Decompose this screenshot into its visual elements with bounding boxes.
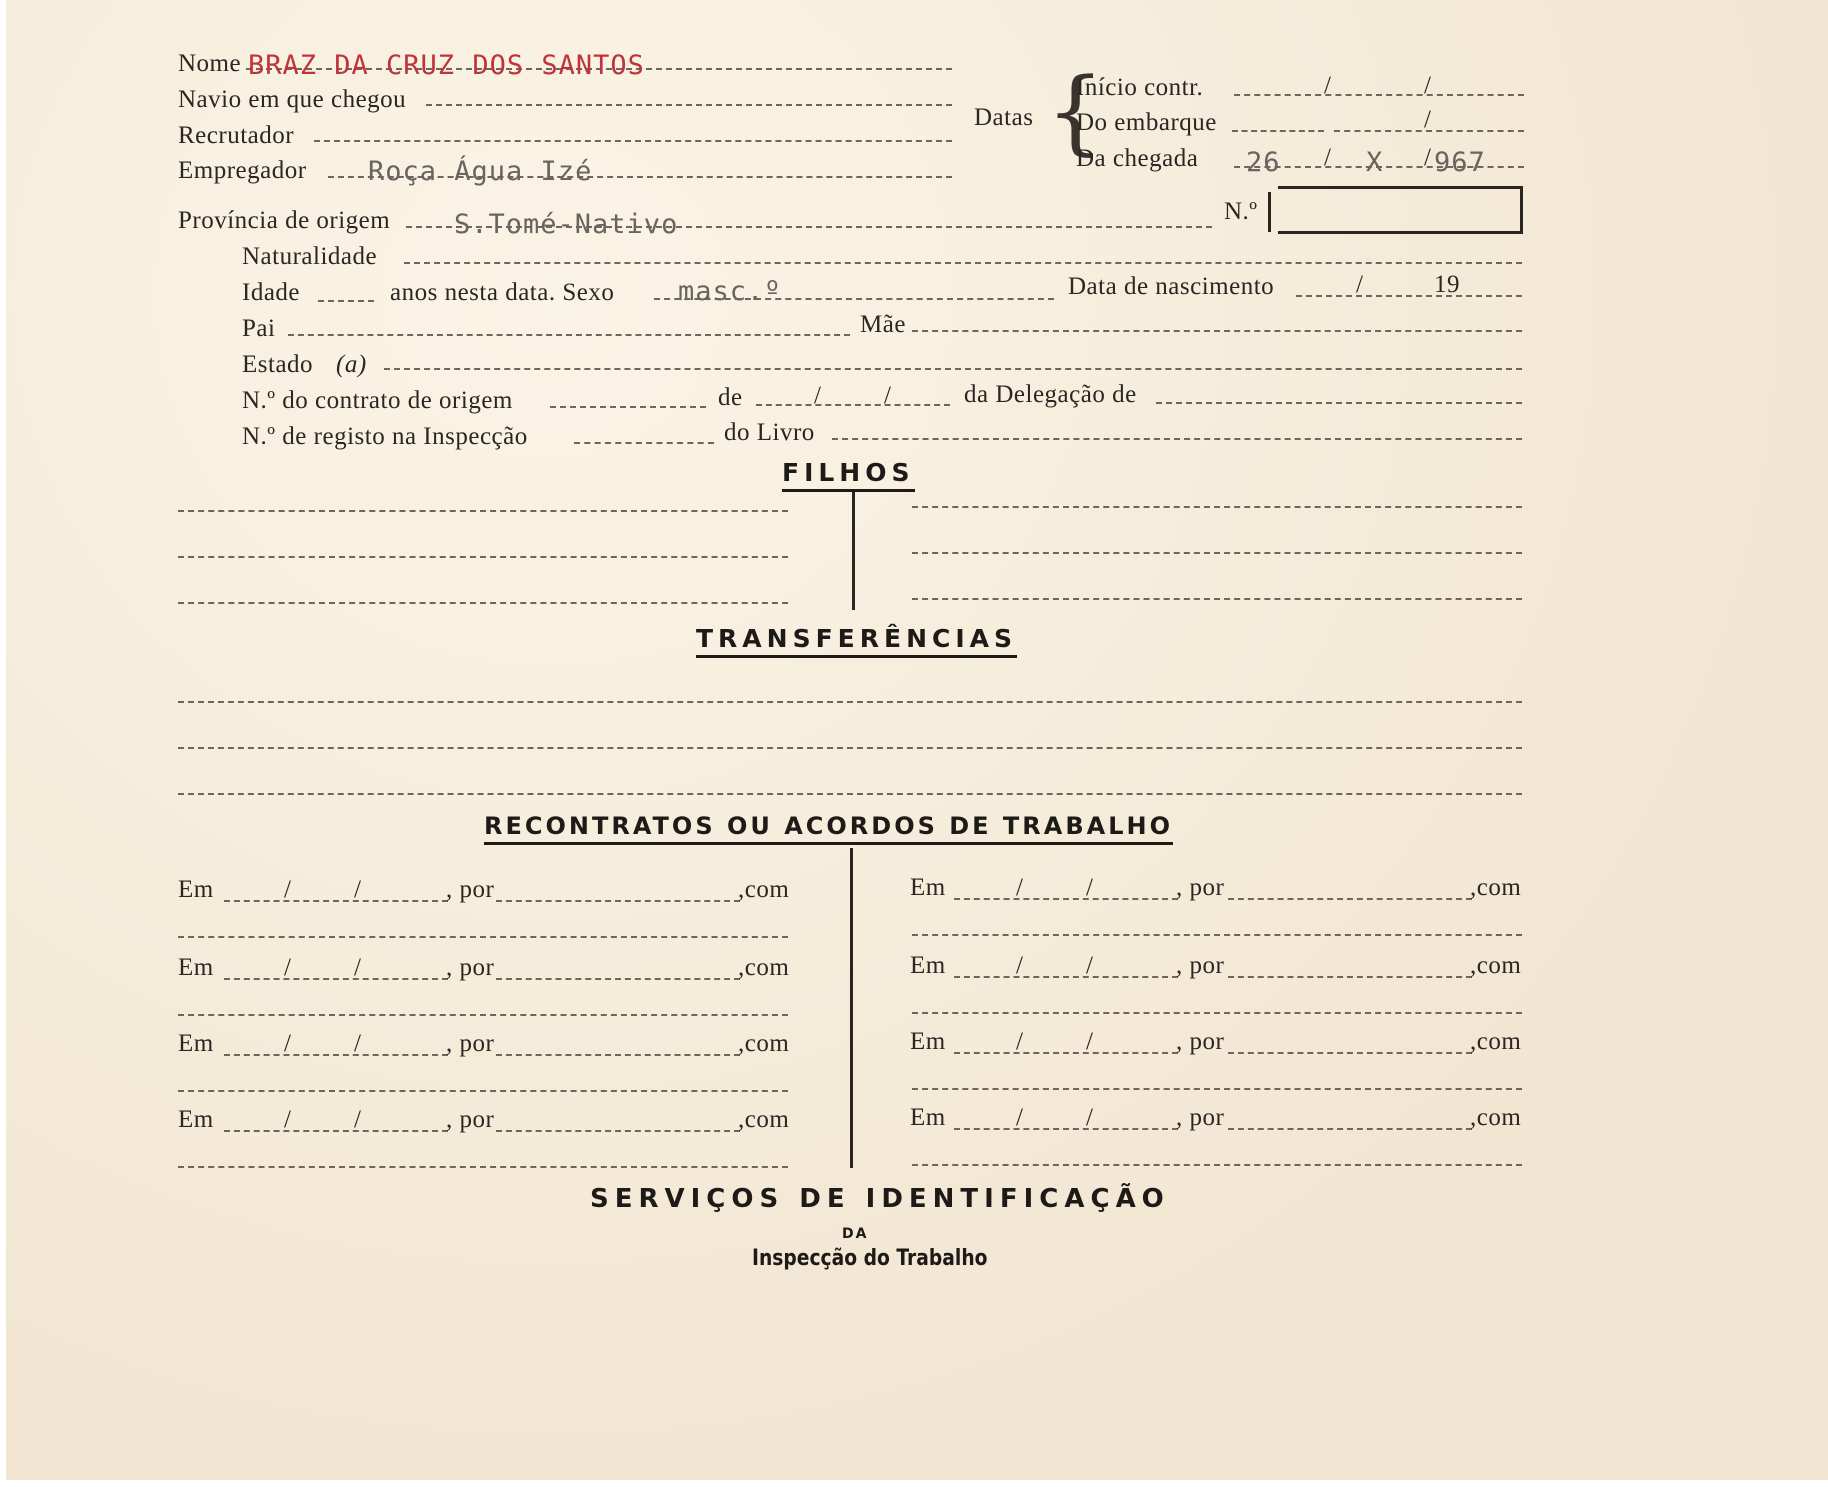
brace-icon: { (1046, 58, 1105, 165)
em-date-line[interactable] (224, 1054, 448, 1056)
date-slash-2: / (354, 1030, 361, 1057)
navio-line[interactable] (426, 104, 952, 106)
com-label: ,com (1470, 1028, 1522, 1055)
em-date-line[interactable] (224, 978, 448, 980)
em-date-line[interactable] (954, 1128, 1178, 1130)
contrato-slash-1: / (814, 382, 821, 409)
por-line[interactable] (1228, 976, 1472, 978)
chegada-year[interactable]: 967 (1434, 147, 1486, 178)
estado-label: Estado (242, 351, 314, 378)
nome-value[interactable]: BRAZ DA CRUZ DOS SANTOS (248, 50, 645, 81)
mae-label: Mãe (860, 311, 906, 338)
footer-title: SERVIÇOS DE IDENTIFICAÇÃO (590, 1184, 1170, 1214)
com-line[interactable] (912, 1088, 1522, 1090)
date-slash-1: / (1016, 1104, 1023, 1131)
filhos-right-line-1[interactable] (912, 506, 1522, 508)
com-label: ,com (738, 1106, 790, 1133)
registo-line[interactable] (574, 442, 714, 444)
inicio-label: Início contr. (1076, 74, 1204, 101)
em-label: Em (910, 952, 946, 979)
transferencias-line-1[interactable] (178, 701, 1522, 703)
com-line[interactable] (178, 1090, 788, 1092)
naturalidade-label: Naturalidade (242, 243, 378, 270)
filhos-heading: FILHOS (782, 458, 915, 492)
com-line[interactable] (178, 936, 788, 938)
livro-label: do Livro (724, 419, 815, 446)
em-label: Em (910, 1028, 946, 1055)
nascimento-line[interactable] (1296, 295, 1522, 297)
com-label: ,com (738, 1030, 790, 1057)
date-slash-2: / (354, 1106, 361, 1133)
filhos-left-line-2[interactable] (178, 556, 788, 558)
naturalidade-line[interactable] (404, 262, 1522, 264)
numero-label: N.º (1224, 198, 1258, 225)
date-slash-2: / (354, 876, 361, 903)
navio-label: Navio em que chegou (178, 86, 407, 113)
provincia-label: Província de origem (178, 207, 391, 234)
numero-box-top (1278, 186, 1522, 189)
footer-inspeccao: Inspecção do Trabalho (752, 1246, 988, 1271)
datas-label: Datas (974, 104, 1034, 131)
com-label: ,com (738, 954, 790, 981)
em-label: Em (910, 1104, 946, 1131)
chegada-slash-1: / (1324, 144, 1331, 171)
inicio-line[interactable] (1234, 94, 1524, 96)
em-date-line[interactable] (954, 1052, 1178, 1054)
com-label: ,com (738, 876, 790, 903)
com-line[interactable] (178, 1166, 788, 1168)
estado-line[interactable] (384, 368, 1522, 370)
filhos-left-line-3[interactable] (178, 602, 788, 604)
chegada-label: Da chegada (1076, 145, 1199, 172)
contrato-line[interactable] (550, 406, 706, 408)
em-date-line[interactable] (954, 898, 1178, 900)
por-line[interactable] (496, 900, 740, 902)
em-label: Em (178, 1030, 214, 1057)
date-slash-2: / (1086, 1104, 1093, 1131)
numero-box-right (1520, 186, 1523, 234)
numero-box-left (1268, 192, 1271, 232)
anos-sexo-label: anos nesta data. Sexo (390, 279, 615, 306)
date-slash-1: / (1016, 1028, 1023, 1055)
filhos-left-line-1[interactable] (178, 510, 788, 512)
empregador-value[interactable]: Roça Água Izé (368, 156, 593, 187)
identification-card (6, 0, 1828, 1480)
date-slash-1: / (1016, 952, 1023, 979)
por-label: , por (446, 1030, 495, 1057)
com-line[interactable] (912, 934, 1522, 936)
idade-line[interactable] (318, 300, 374, 302)
recontratos-divider (850, 848, 853, 1168)
recrutador-label: Recrutador (178, 122, 295, 149)
nascimento-label: Data de nascimento (1068, 273, 1275, 300)
por-label: , por (1176, 1028, 1225, 1055)
contrato-slash-2: / (884, 382, 891, 409)
com-label: ,com (1470, 1104, 1522, 1131)
com-label: ,com (1470, 874, 1522, 901)
nome-label: Nome (178, 50, 242, 77)
delegacao-label: da Delegação de (964, 381, 1137, 408)
pai-label: Pai (242, 315, 276, 342)
filhos-right-line-2[interactable] (912, 552, 1522, 554)
idade-label: Idade (242, 279, 301, 306)
livro-line[interactable] (832, 438, 1522, 440)
transferencias-line-3[interactable] (178, 793, 1522, 795)
por-label: , por (446, 876, 495, 903)
mae-line[interactable] (912, 330, 1522, 332)
por-label: , por (1176, 874, 1225, 901)
inicio-slash-2: / (1424, 72, 1431, 99)
date-slash-2: / (1086, 1028, 1093, 1055)
contrato-date-line[interactable] (756, 404, 950, 406)
date-slash-1: / (284, 1030, 291, 1057)
por-line[interactable] (1228, 1128, 1472, 1130)
date-slash-1: / (284, 1106, 291, 1133)
chegada-day[interactable]: 26 (1246, 147, 1281, 178)
por-label: , por (446, 954, 495, 981)
embarque-label: Do embarque (1076, 109, 1217, 136)
em-label: Em (178, 954, 214, 981)
transferencias-heading: TRANSFERÊNCIAS (696, 624, 1017, 658)
date-slash-2: / (354, 954, 361, 981)
por-line[interactable] (1228, 898, 1472, 900)
em-label: Em (178, 1106, 214, 1133)
com-line[interactable] (912, 1164, 1522, 1166)
por-label: , por (446, 1106, 495, 1133)
nascimento-year-prefix: 19 (1434, 271, 1460, 298)
por-line[interactable] (496, 978, 740, 980)
em-label: Em (910, 874, 946, 901)
inicio-slash-1: / (1324, 72, 1331, 99)
por-label: , por (1176, 952, 1225, 979)
em-date-line[interactable] (954, 976, 1178, 978)
transferencias-line-2[interactable] (178, 747, 1522, 749)
footer-da: DA (842, 1226, 869, 1242)
embarque-line-day[interactable] (1232, 130, 1324, 132)
date-slash-1: / (284, 876, 291, 903)
em-date-line[interactable] (224, 1130, 448, 1132)
chegada-month[interactable]: X (1366, 147, 1384, 178)
numero-field[interactable] (1282, 190, 1518, 230)
com-line[interactable] (912, 1012, 1522, 1014)
contrato-label: N.º do contrato de origem (242, 387, 513, 414)
em-label: Em (178, 876, 214, 903)
numero-box-bottom (1278, 231, 1522, 234)
filhos-divider (852, 492, 855, 610)
delegacao-line[interactable] (1156, 402, 1522, 404)
recrutador-line[interactable] (314, 140, 952, 142)
date-slash-2: / (1086, 874, 1093, 901)
por-label: , por (1176, 1104, 1225, 1131)
estado-note: (a) (336, 351, 367, 378)
chegada-slash-2: / (1424, 144, 1431, 171)
sexo-value[interactable]: masc.º (678, 276, 782, 307)
date-slash-1: / (284, 954, 291, 981)
contrato-de-label: de (718, 384, 743, 411)
provincia-value[interactable]: S.Tomé-Nativo (454, 209, 679, 240)
em-date-line[interactable] (224, 900, 448, 902)
empregador-label: Empregador (178, 157, 307, 184)
registo-label: N.º de registo na Inspecção (242, 423, 528, 450)
date-slash-1: / (1016, 874, 1023, 901)
recontratos-heading: RECONTRATOS OU ACORDOS DE TRABALHO (484, 812, 1173, 845)
nascimento-slash: / (1356, 271, 1363, 298)
embarque-slash: / (1424, 106, 1431, 133)
date-slash-2: / (1086, 952, 1093, 979)
com-line[interactable] (178, 1014, 788, 1016)
por-line[interactable] (496, 1054, 740, 1056)
por-line[interactable] (1228, 1052, 1472, 1054)
pai-line[interactable] (288, 334, 850, 336)
com-label: ,com (1470, 952, 1522, 979)
por-line[interactable] (496, 1130, 740, 1132)
filhos-right-line-3[interactable] (912, 598, 1522, 600)
